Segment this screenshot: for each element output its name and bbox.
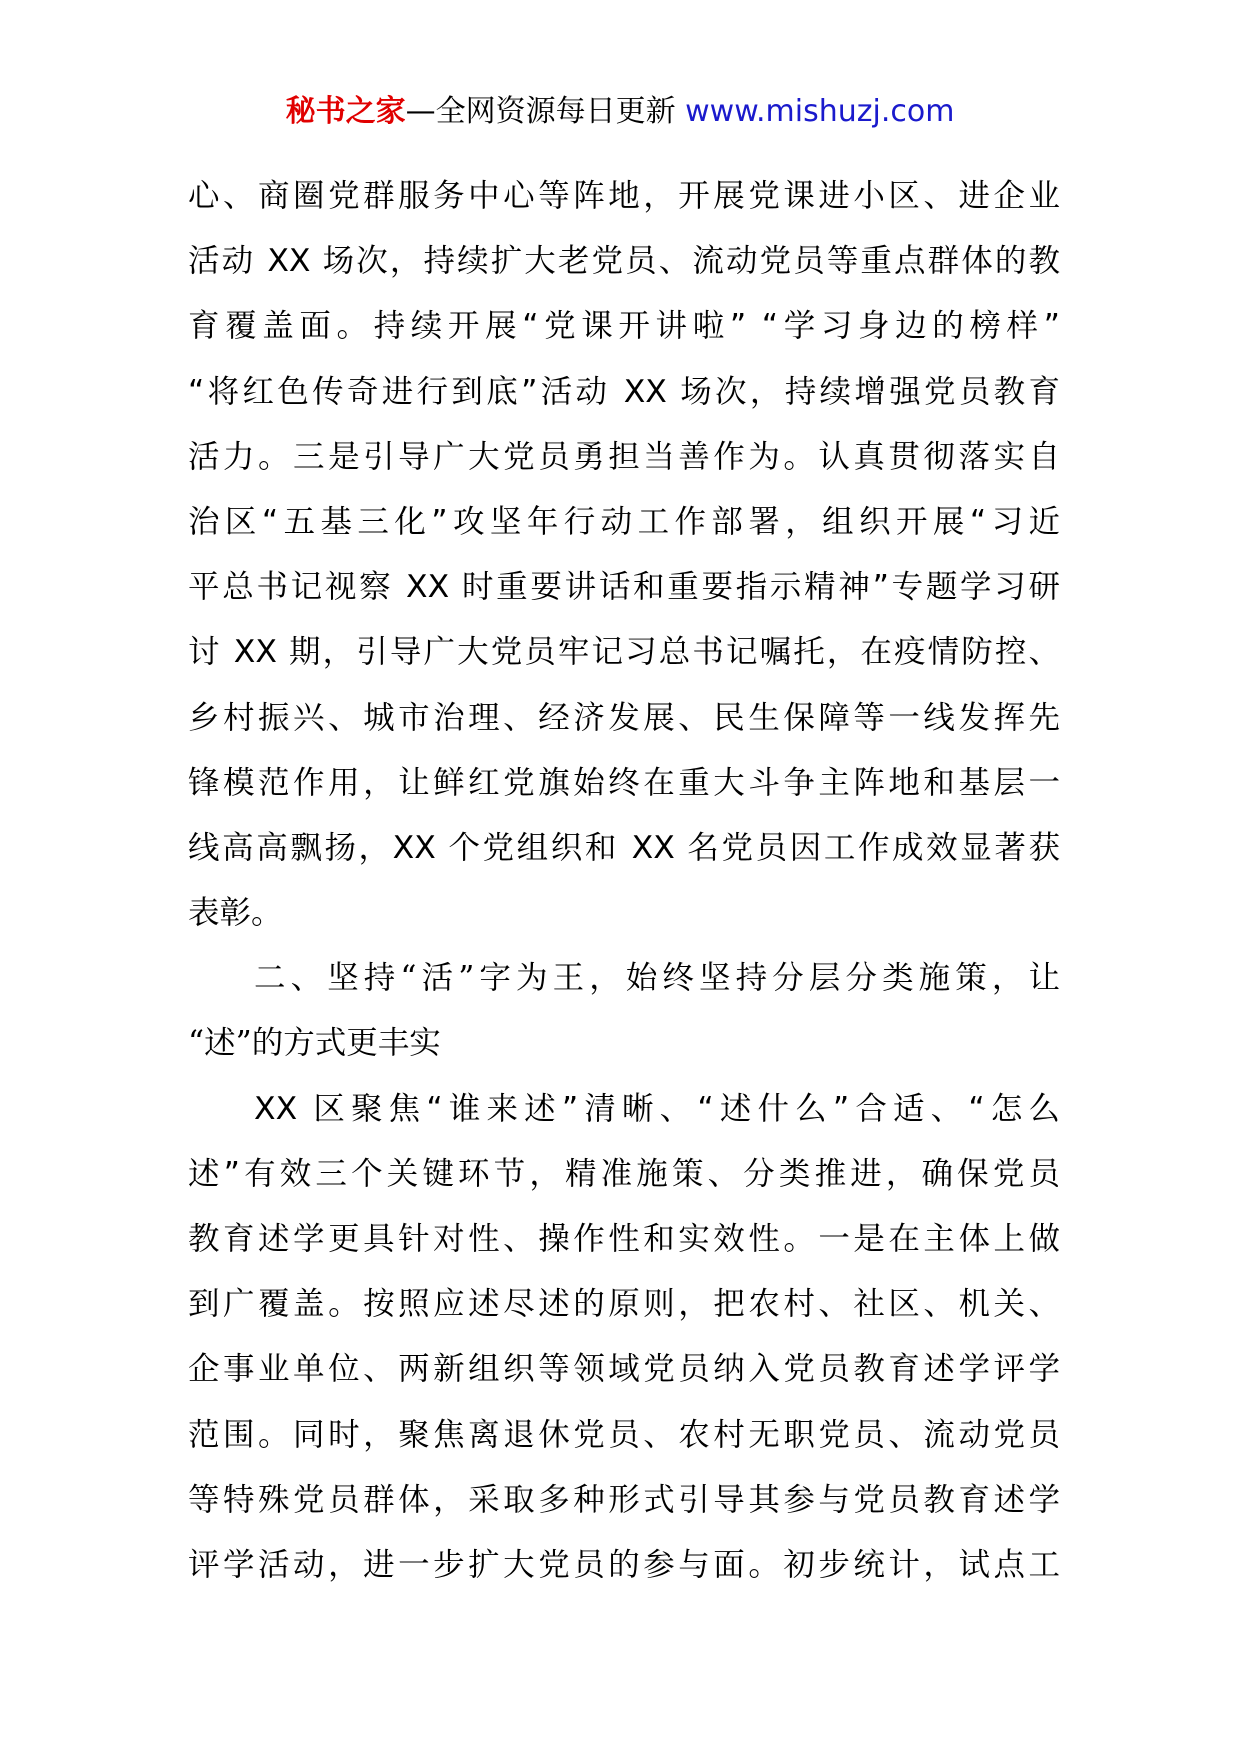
heading-line: “述”的方式更丰实	[188, 1025, 441, 1062]
text-line: 评学活动，进一步扩大党员的参与面。初步统计，试点工	[188, 1546, 1060, 1583]
text-line: 活动 XX 场次，持续扩大老党员、流动党员等重点群体的教	[188, 243, 1060, 280]
section-heading	[188, 946, 1060, 1076]
text-line: 表彰。	[188, 895, 283, 932]
page-header	[0, 92, 1240, 132]
text-line: 企事业单位、两新组织等领域党员纳入党员教育述学评学	[188, 1351, 1060, 1388]
text-line: 平总书记视察 XX 时重要讲话和重要指示精神”专题学习研	[188, 569, 1060, 606]
text-line: 乡村振兴、城市治理、经济发展、民生保障等一线发挥先	[188, 699, 1060, 736]
text-line: “将红色传奇进行到底”活动 XX 场次，持续增强党员教育	[188, 373, 1060, 410]
paragraph-2	[188, 1077, 1060, 1599]
text-line: 教育述学更具针对性、操作性和实效性。一是在主体上做	[188, 1221, 1060, 1257]
text-line: 讨 XX 期，引导广大党员牢记习总书记嘱托，在疫情防控、	[188, 634, 1060, 671]
text-line: XX 区聚焦“谁来述”清晰、“述什么”合适、“怎么	[254, 1090, 1060, 1127]
text-line: 线高高飘扬，XX 个党组织和 XX 名党员因工作成效显著获	[188, 829, 1060, 866]
heading-line: 二、坚持“活”字为王，始终坚持分层分类施策，让	[254, 960, 1060, 997]
paragraph-1	[188, 164, 1060, 946]
document-body	[188, 164, 1060, 1598]
text-line: 心、商圈党群服务中心等阵地，开展党课进小区、进企业	[188, 178, 1060, 214]
text-line: 范围。同时，聚焦离退休党员、农村无职党员、流动党员	[188, 1416, 1060, 1453]
text-line: 到广覆盖。按照应述尽述的原则，把农村、社区、机关、	[188, 1286, 1060, 1323]
text-line: 育覆盖面。持续开展“党课开讲啦” “学习身边的榜样”	[188, 308, 1060, 345]
header-brand: 秘书之家	[285, 94, 406, 129]
text-line: 等特殊党员群体，采取多种形式引导其参与党员教育述学	[188, 1481, 1060, 1518]
text-line: 活力。三是引导广大党员勇担当善作为。认真贯彻落实自	[188, 438, 1060, 475]
text-line: 述”有效三个关键环节，精准施策、分类推进，确保党员	[188, 1155, 1060, 1192]
text-line: 治区“五基三化”攻坚年行动工作部署，组织开展“习近	[188, 503, 1060, 540]
text-line: 锋模范作用，让鲜红党旗始终在重大斗争主阵地和基层一	[188, 764, 1060, 801]
header-url-link[interactable]: www.mishuzj.com	[685, 94, 955, 129]
header-slogan: —全网资源每日更新	[405, 94, 686, 129]
